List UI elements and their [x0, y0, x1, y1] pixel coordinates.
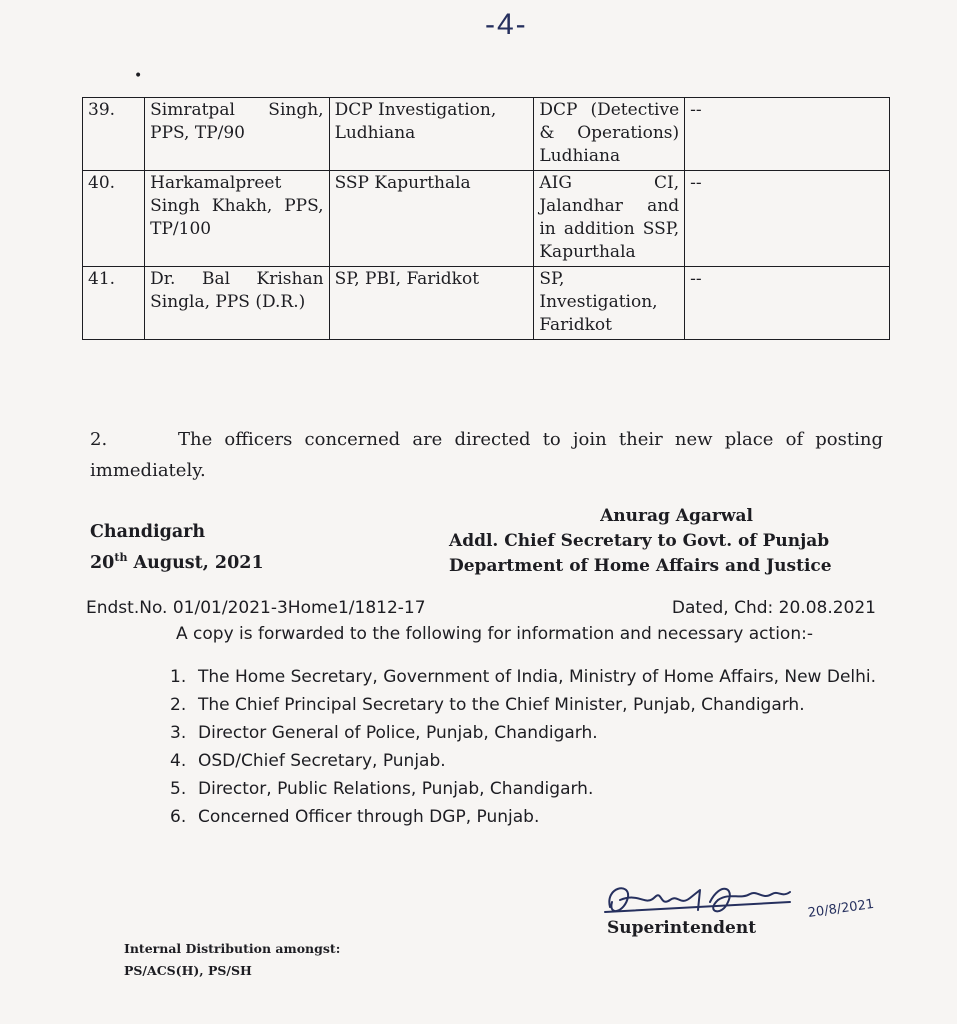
remarks: --	[685, 267, 890, 340]
list-item	[170, 805, 882, 830]
list-item	[170, 777, 882, 802]
new-posting: DCP (Detective & Operations) Ludhiana	[534, 98, 685, 171]
signatory-name: Anurag Agarwal	[600, 506, 753, 526]
list-number: 2.	[170, 695, 187, 715]
svg-text:20/8/2021: 20/8/2021	[806, 896, 876, 922]
stray-mark: •	[134, 68, 143, 84]
order-date: 20th August, 2021	[90, 551, 264, 573]
list-text: The Home Secretary, Government of India, Ministry of Home Affairs, New Delhi.	[198, 667, 877, 687]
serial-number: 40.	[83, 171, 145, 267]
endorsement-line	[86, 596, 876, 620]
paragraph-2	[90, 424, 883, 486]
list-number: 4.	[170, 751, 187, 771]
officer-name: Simratpal Singh, PPS, TP/90	[145, 98, 329, 171]
list-text: OSD/Chief Secretary, Punjab.	[198, 751, 446, 771]
list-item	[170, 749, 882, 774]
remarks: --	[685, 98, 890, 171]
paragraph-text: The officers concerned are directed to join their new place of posting immediately.	[90, 429, 883, 481]
place: Chandigarh	[90, 522, 206, 542]
list-text: Director, Public Relations, Punjab, Chandigarh.	[198, 779, 594, 799]
serial-number: 39.	[83, 98, 145, 171]
current-posting: SSP Kapurthala	[329, 171, 534, 267]
new-posting: SP, Investigation, Faridkot	[534, 267, 685, 340]
new-posting: AIG CI, Jalandhar and in addition SSP, Kapurthala	[534, 171, 685, 267]
internal-distribution	[124, 938, 340, 982]
list-number: 6.	[170, 807, 187, 827]
list-item	[170, 665, 882, 690]
copy-list	[170, 665, 882, 833]
signatory-designation: Addl. Chief Secretary to Govt. of Punjab	[449, 531, 830, 551]
list-number: 1.	[170, 667, 187, 687]
signatory-department: Department of Home Affairs and Justice	[449, 556, 832, 576]
list-text: The Chief Principal Secretary to the Chief Minister, Punjab, Chandigarh.	[198, 695, 805, 715]
officer-name: Harkamalpreet Singh Khakh, PPS, TP/100	[145, 171, 329, 267]
table-row	[83, 171, 890, 267]
endorsement-number: Endst.No. 01/01/2021-3Home1/1812-17	[86, 598, 426, 618]
internal-list: PS/ACS(H), PS/SH	[124, 963, 252, 978]
page-number: -4-	[485, 8, 528, 41]
postings-table	[82, 97, 890, 340]
list-text: Concerned Officer through DGP, Punjab.	[198, 807, 540, 827]
paragraph-number: 2.	[90, 429, 108, 450]
internal-heading: Internal Distribution amongst:	[124, 941, 341, 956]
superintendent-label: Superintendent	[607, 918, 757, 938]
current-posting: SP, PBI, Faridkot	[329, 267, 534, 340]
remarks: --	[685, 171, 890, 267]
table-row	[83, 98, 890, 171]
list-number: 5.	[170, 779, 187, 799]
forward-text: A copy is forwarded to the following for information and necessary action:-	[176, 624, 813, 644]
current-posting: DCP Investigation, Ludhiana	[329, 98, 534, 171]
serial-number: 41.	[83, 267, 145, 340]
list-item	[170, 721, 882, 746]
officer-name: Dr. Bal Krishan Singla, PPS (D.R.)	[145, 267, 329, 340]
list-number: 3.	[170, 723, 187, 743]
table-row	[83, 267, 890, 340]
list-item	[170, 693, 882, 718]
signatory-block	[449, 504, 874, 579]
endorsement-date: Dated, Chd: 20.08.2021	[671, 598, 876, 618]
list-text: Director General of Police, Punjab, Chandigarh.	[198, 723, 598, 743]
place-date	[90, 520, 264, 576]
